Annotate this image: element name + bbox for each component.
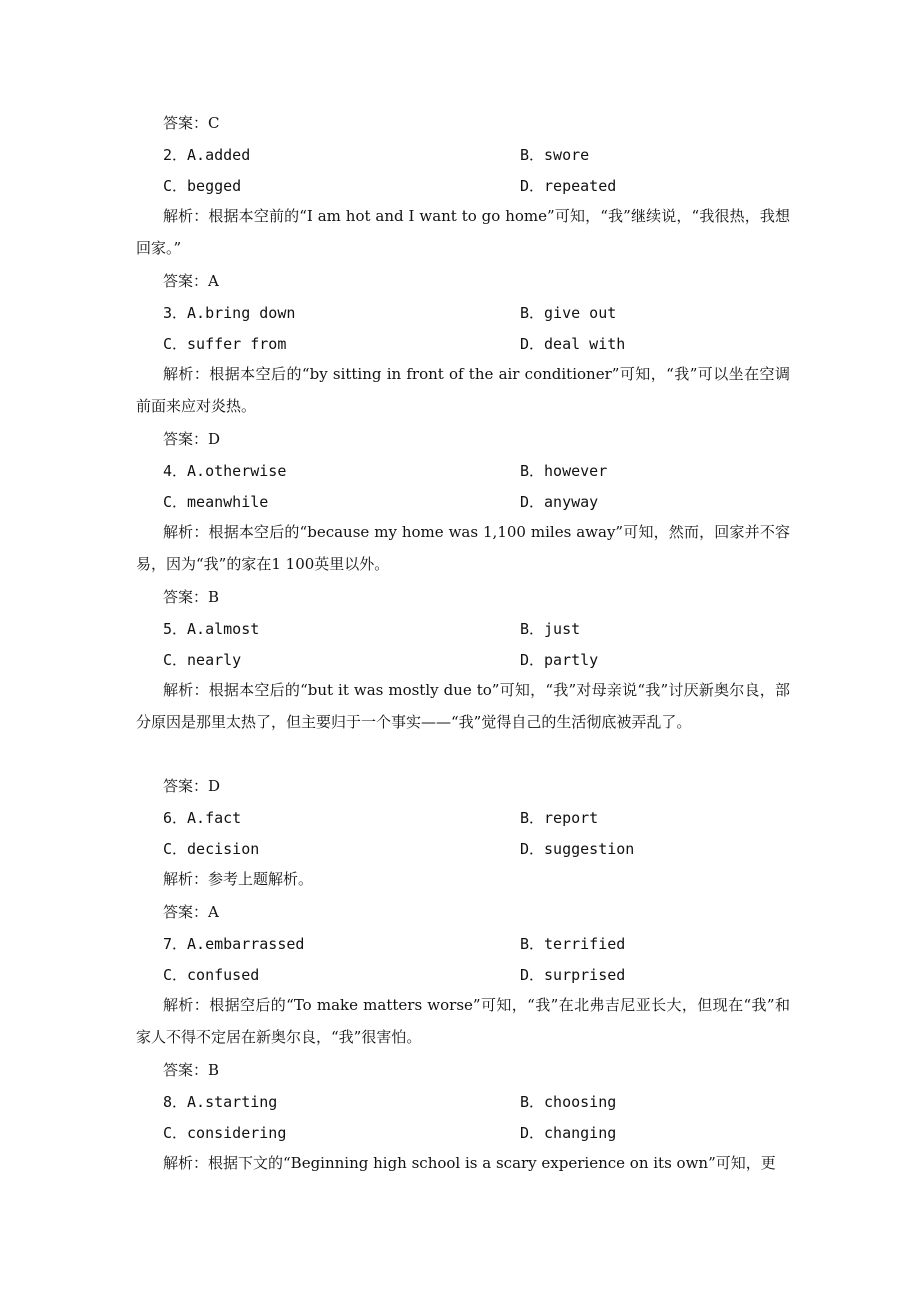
q4-option-a: 4．A.otherwise <box>163 462 287 480</box>
q8-option-d: D．changing <box>520 1124 617 1142</box>
q3-option-c: C．suffer from <box>163 335 287 353</box>
q2-option-a: 2．A.added <box>163 146 251 164</box>
q3-analysis: 解析：根据本空后的“by sitting in front of the air conditioner”可知，“我”可以坐在空调前面来应对炎热。 <box>136 365 790 415</box>
q7-option-b: B．terrified <box>520 935 626 953</box>
q5-option-d: D．partly <box>520 651 599 669</box>
q5-option-a: 5．A.almost <box>163 620 260 638</box>
q5-option-b: B．just <box>520 620 581 638</box>
q5-option-c: C．nearly <box>163 651 242 669</box>
q6-answer: 答案：A <box>163 903 219 921</box>
q6-option-b: B．report <box>520 809 599 827</box>
q4-option-b: B．however <box>520 462 608 480</box>
q6-option-c: C．decision <box>163 840 260 858</box>
q8-option-c: C．considering <box>163 1124 287 1142</box>
q7-option-a: 7．A.embarrassed <box>163 935 305 953</box>
q4-option-c: C．meanwhile <box>163 493 269 511</box>
q3-answer: 答案：D <box>163 430 221 448</box>
q3-option-a: 3．A.bring down <box>163 304 296 322</box>
q7-analysis: 解析：根据空后的“To make matters worse”可知，“我”在北弗吉尼亚长大，但现在“我”和家人不得不定居在新奥尔良，“我”很害怕。 <box>136 996 790 1046</box>
q5-analysis: 解析：根据本空后的“but it was mostly due to”可知，“我”对母亲说“我”讨厌新奥尔良，部分原因是那里太热了，但主要归于一个事实——“我”觉得自己的生活彻底被弄乱了。 <box>136 681 790 731</box>
q2-option-d: D．repeated <box>520 177 617 195</box>
q4-option-d: D．anyway <box>520 493 599 511</box>
q3-option-d: D．deal with <box>520 335 626 353</box>
q6-option-d: D．suggestion <box>520 840 635 858</box>
q8-option-a: 8．A.starting <box>163 1093 278 1111</box>
q4-analysis: 解析：根据本空后的“because my home was 1,100 miles away”可知，然而，回家并不容易，因为“我”的家在1 100英里以外。 <box>136 523 790 573</box>
q3-option-b: B．give out <box>520 304 617 322</box>
q8-analysis: 解析：根据下文的“Beginning high school is a scary experience on its own”可知，更 <box>163 1154 776 1172</box>
q5-answer: 答案：D <box>163 777 221 795</box>
q2-option-b: B．swore <box>520 146 590 164</box>
q2-option-c: C．begged <box>163 177 242 195</box>
q2-analysis: 解析：根据本空前的“I am hot and I want to go home”可知，“我”继续说，“我很热，我想回家。” <box>136 207 790 257</box>
q6-option-a: 6．A.fact <box>163 809 242 827</box>
q2-answer: 答案：A <box>163 272 219 290</box>
q7-option-d: D．surprised <box>520 966 626 984</box>
q4-answer: 答案：B <box>163 588 220 606</box>
q8-option-b: B．choosing <box>520 1093 617 1111</box>
answer-1: 答案：C <box>163 114 220 132</box>
q7-answer: 答案：B <box>163 1061 220 1079</box>
q6-analysis: 解析：参考上题解析。 <box>163 870 314 888</box>
q7-option-c: C．confused <box>163 966 260 984</box>
